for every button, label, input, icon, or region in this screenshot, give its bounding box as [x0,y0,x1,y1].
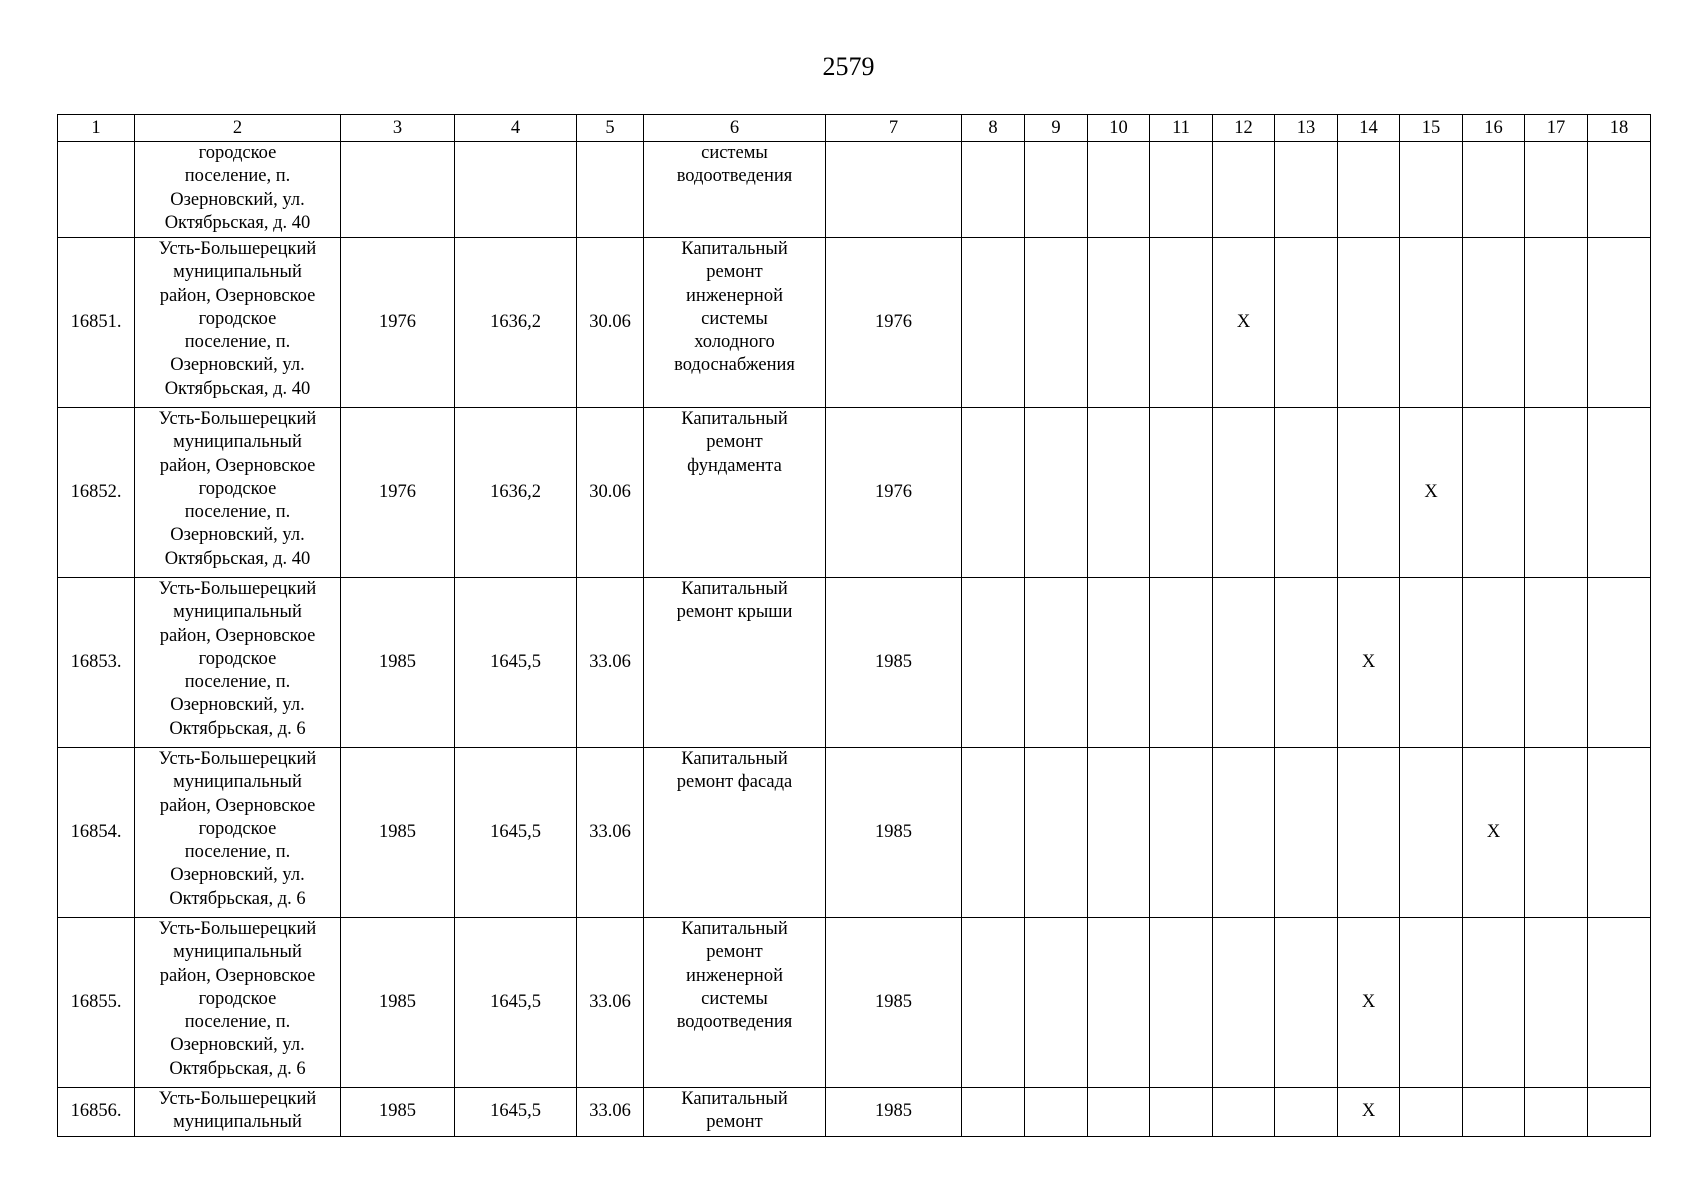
table-row [58,408,1651,578]
area-cell: 1636,2 [455,408,577,578]
year-cell: 1985 [341,918,455,1088]
period-cell [1525,408,1588,578]
column-header: 17 [1525,115,1588,142]
period-mark: X [1463,748,1525,918]
work-type-cell-line: ремонт [706,432,763,453]
period-cell [1338,142,1400,238]
rate-cell: 33.06 [577,918,644,1088]
address-cell-line: Озерновский, ул. [170,189,305,210]
year-cell: 1985 [341,1088,455,1137]
work-type-cell-line: системы [701,143,768,163]
address-cell-line: поселение, п. [184,166,291,187]
work-type-cell-line: инженерной [686,285,783,306]
period-cell [1150,408,1213,578]
work-type-cell-line: ремонт крыши [676,602,793,623]
address-cell-line: Октябрьская, д. 40 [164,548,311,569]
work-type-cell-line: ремонт [706,1112,763,1133]
address-cell-line: поселение, п. [184,1012,291,1033]
row-number-cell: 16851. [58,238,135,408]
address-cell-line: Октябрьская, д. 6 [169,1058,306,1079]
row-number-cell: 16855. [58,918,135,1088]
period-cell [1275,408,1338,578]
period-cell [1213,578,1275,748]
period-cell [1400,1088,1463,1137]
address-cell-line: Усть-Большерецкий [158,1089,317,1109]
period-cell [1525,578,1588,748]
table-row [58,578,1651,748]
period-cell [1588,1088,1651,1137]
period-cell [962,142,1025,238]
period-cell [1088,918,1150,1088]
work-type-cell-line: ремонт фасада [676,772,793,793]
period-cell [1400,142,1463,238]
address-cell-line: муниципальный [173,262,302,283]
rate-cell: 33.06 [577,578,644,748]
column-header: 2 [135,115,341,142]
rate-cell: 33.06 [577,748,644,918]
period-cell [1025,1088,1088,1137]
address-cell-line: Озерновский, ул. [170,1035,305,1056]
column-header: 4 [455,115,577,142]
address-cell-line: Октябрьская, д. 6 [169,888,306,909]
period-cell [1588,578,1651,748]
address-cell-line: городское [198,648,277,669]
period-cell [1213,918,1275,1088]
period-cell [962,918,1025,1088]
column-header: 12 [1213,115,1275,142]
period-cell [1588,408,1651,578]
area-cell: 1645,5 [455,578,577,748]
period-cell [1525,748,1588,918]
address-cell-line: муниципальный [173,942,302,963]
period-cell [1588,918,1651,1088]
period-cell [1088,748,1150,918]
address-cell-line: Усть-Большерецкий [158,579,317,599]
period-cell [1025,748,1088,918]
table-row [58,1088,1651,1137]
period-cell [1275,748,1338,918]
year-end-cell: 1976 [826,238,962,408]
area-cell: 1645,5 [455,748,577,918]
address-cell [135,142,341,238]
area-cell: 1645,5 [455,918,577,1088]
address-cell-line: район, Озерновское [159,795,316,816]
column-header: 18 [1588,115,1651,142]
address-cell-line: поселение, п. [184,332,291,353]
row-number-cell: 16852. [58,408,135,578]
address-cell [135,408,341,578]
work-type-cell [644,918,826,1088]
period-cell [962,748,1025,918]
period-cell [1588,748,1651,918]
period-mark: X [1338,1088,1400,1137]
period-cell [1275,1088,1338,1137]
address-cell-line: район, Озерновское [159,455,316,476]
period-cell [1525,918,1588,1088]
period-cell [1588,142,1651,238]
work-type-cell-line: ремонт [706,262,763,283]
period-cell [1088,408,1150,578]
period-cell [1525,142,1588,238]
work-type-cell-line: водоснабжения [674,355,795,376]
rate-cell: 33.06 [577,1088,644,1137]
period-cell [962,1088,1025,1137]
column-header: 11 [1150,115,1213,142]
address-cell-line: район, Озерновское [159,625,316,646]
period-cell [1525,238,1588,408]
address-cell-line: Усть-Большерецкий [158,749,317,769]
period-cell [962,408,1025,578]
rate-cell: 30.06 [577,408,644,578]
year-end-cell: 1976 [826,408,962,578]
work-type-cell-line: системы [701,988,768,1009]
area-cell [455,142,577,238]
address-cell-line: Озерновский, ул. [170,525,305,546]
period-cell [1400,238,1463,408]
period-cell [1463,142,1525,238]
period-cell [1213,1088,1275,1137]
period-cell [1338,408,1400,578]
work-type-cell-line: Капитальный [681,239,788,259]
table-row [58,918,1651,1088]
period-cell [1088,578,1150,748]
address-cell-line: городское [198,308,277,329]
work-type-cell-line: фундамента [687,455,782,476]
period-cell [1463,238,1525,408]
address-cell-line: городское [198,818,277,839]
year-end-cell: 1985 [826,1088,962,1137]
period-cell [1275,142,1338,238]
address-cell-line: Октябрьская, д. 40 [164,378,311,399]
repair-register-table [57,114,1651,1137]
work-type-cell [644,142,826,238]
address-cell-line: Усть-Большерецкий [158,919,317,939]
year-cell: 1985 [341,578,455,748]
column-header: 15 [1400,115,1463,142]
period-cell [1400,918,1463,1088]
year-end-cell: 1985 [826,918,962,1088]
column-header: 5 [577,115,644,142]
period-cell [1088,142,1150,238]
period-cell [1150,142,1213,238]
address-cell-line: муниципальный [173,1112,302,1133]
period-cell [1088,238,1150,408]
period-cell [1338,238,1400,408]
period-mark: X [1338,918,1400,1088]
work-type-cell-line: системы [701,308,768,329]
period-cell [1400,578,1463,748]
work-type-cell-line: водоотведения [676,166,793,187]
rate-cell [577,142,644,238]
year-cell [341,142,455,238]
address-cell [135,918,341,1088]
address-cell-line: Октябрьская, д. 6 [169,718,306,739]
work-type-cell [644,578,826,748]
period-cell [1213,748,1275,918]
year-cell: 1976 [341,238,455,408]
address-cell-line: городское [198,478,277,499]
address-cell-line: Усть-Большерецкий [158,239,317,259]
column-header: 6 [644,115,826,142]
period-cell [1588,238,1651,408]
period-cell [1025,918,1088,1088]
column-header: 13 [1275,115,1338,142]
work-type-cell [644,238,826,408]
address-cell-line: Озерновский, ул. [170,695,305,716]
column-header: 7 [826,115,962,142]
period-cell [1213,142,1275,238]
period-cell [1275,918,1338,1088]
column-header: 8 [962,115,1025,142]
address-cell [135,748,341,918]
work-type-cell-line: ремонт [706,942,763,963]
period-cell [1150,748,1213,918]
year-cell: 1976 [341,408,455,578]
address-cell-line: Октябрьская, д. 40 [164,212,311,233]
period-cell [1463,408,1525,578]
table-row [58,238,1651,408]
period-cell [1150,1088,1213,1137]
column-header: 1 [58,115,135,142]
period-mark: X [1213,238,1275,408]
work-type-cell-line: Капитальный [681,409,788,429]
page-number: 2579 [822,52,875,81]
period-cell [1338,748,1400,918]
period-cell [1025,408,1088,578]
address-cell-line: поселение, п. [184,502,291,523]
period-cell [1463,918,1525,1088]
table-row [58,142,1651,238]
address-cell [135,238,341,408]
work-type-cell-line: водоотведения [676,1012,793,1033]
address-cell-line: Усть-Большерецкий [158,409,317,429]
column-header: 3 [341,115,455,142]
address-cell-line: район, Озерновское [159,965,316,986]
year-end-cell: 1985 [826,748,962,918]
period-cell [1025,238,1088,408]
period-cell [962,578,1025,748]
work-type-cell [644,748,826,918]
work-type-cell-line: инженерной [686,965,783,986]
address-cell-line: поселение, п. [184,672,291,693]
work-type-cell-line: Капитальный [681,1089,788,1109]
period-cell [1150,578,1213,748]
work-type-cell [644,408,826,578]
address-cell [135,1088,341,1137]
work-type-cell [644,1088,826,1137]
period-cell [1025,142,1088,238]
address-cell-line: Озерновский, ул. [170,865,305,886]
table-body [58,115,1651,1137]
period-cell [1275,238,1338,408]
period-cell [1150,918,1213,1088]
address-cell-line: муниципальный [173,772,302,793]
header-row [58,115,1651,142]
work-type-cell-line: Капитальный [681,919,788,939]
period-mark: X [1338,578,1400,748]
period-cell [1088,1088,1150,1137]
address-cell-line: муниципальный [173,432,302,453]
work-type-cell-line: Капитальный [681,579,788,599]
address-cell-line: городское [198,988,277,1009]
year-cell: 1985 [341,748,455,918]
address-cell-line: Озерновский, ул. [170,355,305,376]
work-type-cell-line: Капитальный [681,749,788,769]
period-mark: X [1400,408,1463,578]
row-number-cell [58,142,135,238]
area-cell: 1645,5 [455,1088,577,1137]
period-cell [962,238,1025,408]
period-cell [1025,578,1088,748]
period-cell [1275,578,1338,748]
column-header: 14 [1338,115,1400,142]
period-cell [1150,238,1213,408]
address-cell-line: муниципальный [173,602,302,623]
period-cell [1463,1088,1525,1137]
area-cell: 1636,2 [455,238,577,408]
address-cell [135,578,341,748]
rate-cell: 30.06 [577,238,644,408]
period-cell [1525,1088,1588,1137]
year-end-cell: 1985 [826,578,962,748]
column-header: 16 [1463,115,1525,142]
period-cell [1463,578,1525,748]
year-end-cell [826,142,962,238]
row-number-cell: 16853. [58,578,135,748]
work-type-cell-line: холодного [694,332,775,353]
column-header: 9 [1025,115,1088,142]
period-cell [1213,408,1275,578]
address-cell-line: городское [198,143,277,163]
period-cell [1400,748,1463,918]
address-cell-line: поселение, п. [184,842,291,863]
row-number-cell: 16854. [58,748,135,918]
column-header: 10 [1088,115,1150,142]
address-cell-line: район, Озерновское [159,285,316,306]
table-row [58,748,1651,918]
row-number-cell: 16856. [58,1088,135,1137]
